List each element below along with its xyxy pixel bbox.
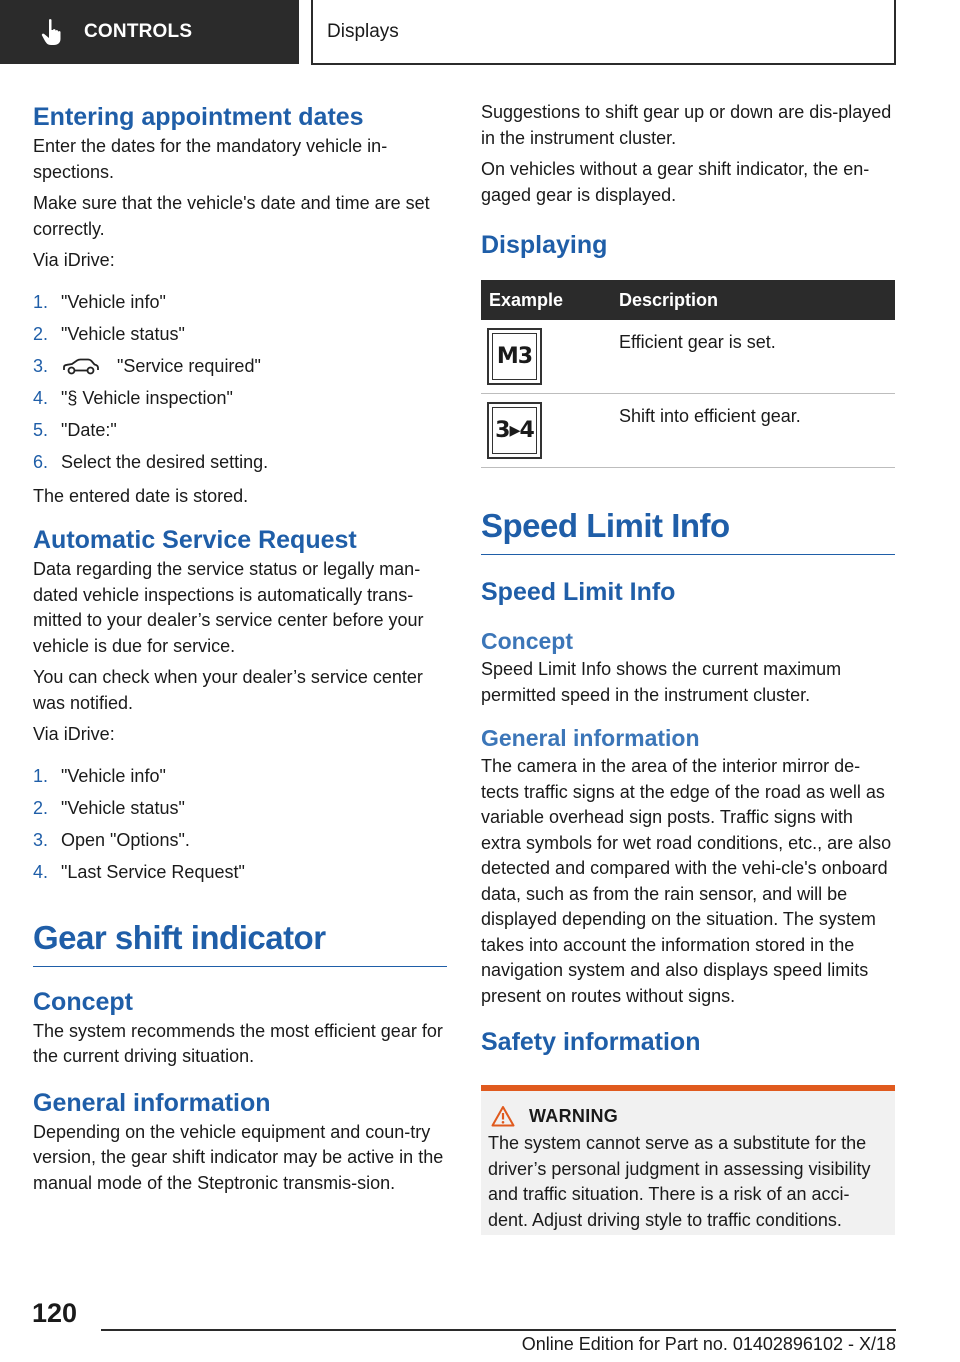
gear-shift-symbol: 3▸4 <box>487 402 542 459</box>
appointment-dates-para-3: Via iDrive: <box>33 250 115 270</box>
appointment-dates-heading: Entering appointment dates <box>33 103 364 131</box>
appointment-steps-list <box>33 286 447 478</box>
concept-para: The system recommends the most efficient gear for the current driving situation. <box>33 1020 443 1066</box>
right-column <box>481 100 895 1235</box>
footer-divider <box>101 1329 896 1331</box>
concept-heading: Concept <box>481 628 573 654</box>
general-information-para: Depending on the vehicle equipment and coun-try version, the gear shift indicator may be active in the manual mode of the Steptronic transmis-sion. <box>33 1121 444 1193</box>
car-icon <box>61 356 101 376</box>
displaying-heading: Displaying <box>481 231 608 259</box>
warning-label: WARNING <box>529 1105 619 1126</box>
service-request-heading: Automatic Service Request <box>33 526 357 554</box>
gear-shift-heading: Gear shift indicator <box>33 916 447 967</box>
general-information-heading: General information <box>33 1088 271 1117</box>
service-request-para-3: Via iDrive: <box>33 724 115 744</box>
list-item: 5. "Date:" <box>33 419 117 440</box>
gear-intro-para-1: Suggestions to shift gear up or down are dis-played in the instrument cluster. <box>481 102 892 148</box>
warning-box <box>481 1085 895 1235</box>
list-item: 3. "Service required" <box>33 355 261 376</box>
left-column <box>33 100 447 1202</box>
table-header-row <box>481 280 895 320</box>
appointment-dates-para-4: The entered date is stored. <box>33 485 249 506</box>
warning-text: The system cannot serve as a substitute for the driver’s personal judgment in assessing visibility and traffic situation. There is a risk of an acci-dent. Adjust driving style to traffic conditions. <box>488 1133 871 1230</box>
list-item: 4. "Last Service Request" <box>33 861 245 882</box>
service-request-para-2: You can check when your dealer’s service center was notified. <box>33 667 423 713</box>
appointment-dates-para-2: Make sure that the vehicle's date and time are set correctly. <box>33 193 430 239</box>
list-item: 1. "Vehicle info" <box>33 765 166 786</box>
service-request-para-1: Data regarding the service status or legally man-dated vehicle inspections is automatically trans-mitted to your dealer’s service center before your vehicle is due for service. <box>33 559 424 656</box>
section-label: CONTROLS <box>84 21 193 42</box>
warning-triangle-icon <box>491 1105 515 1127</box>
list-item: 3. Open "Options". <box>33 829 190 850</box>
list-item: 1. "Vehicle info" <box>33 291 166 312</box>
pointing-hand-icon <box>40 18 64 46</box>
list-item: 2. "Vehicle status" <box>33 797 185 818</box>
table-row: 3▸4 Shift into efficient gear. <box>481 394 895 468</box>
table-row: M3 Efficient gear is set. <box>481 320 895 394</box>
general-information-heading: General information <box>481 725 700 751</box>
speed-limit-info-subheading: Speed Limit Info <box>481 578 676 606</box>
footer-edition: Online Edition for Part no. 01402896102 - X/18 <box>521 1334 896 1354</box>
chapter-label: Displays <box>327 20 399 42</box>
chapter-header <box>311 0 896 65</box>
gear-m3-symbol: M3 <box>487 328 542 385</box>
page-number: 120 <box>32 1298 78 1328</box>
column-header-example: Example <box>481 280 611 320</box>
list-item: 4. "§ Vehicle inspection" <box>33 387 233 408</box>
speed-limit-info-heading: Speed Limit Info <box>481 504 895 555</box>
appointment-dates-para-1: Enter the dates for the mandatory vehicle in-spections. <box>33 136 388 182</box>
list-item: 2. "Vehicle status" <box>33 323 185 344</box>
service-request-steps-list <box>33 760 447 888</box>
column-header-description: Description <box>611 280 895 320</box>
concept-para: Speed Limit Info shows the current maximum permitted speed in the instrument cluster. <box>481 659 842 705</box>
gear-display-table <box>481 280 895 468</box>
section-tab[interactable] <box>0 0 299 64</box>
concept-heading: Concept <box>33 987 133 1016</box>
gear-intro-para-2: On vehicles without a gear shift indicator, the en-gaged gear is displayed. <box>481 159 870 205</box>
safety-information-heading: Safety information <box>481 1028 701 1056</box>
general-information-para: The camera in the area of the interior mirror de-tects traffic signs at the edge of the road as well as variable overhead sign posts. Traffic signs with extra symbols for wet road conditions, etc., are also detected and compared with the vehi-cle's onboard data, such as from the rain sensor, and will be displayed depending on the situation. The system takes into account the information stored in the navigation system and also displays speed limits present on routes without signs. <box>481 756 892 1006</box>
list-item: 6. Select the desired setting. <box>33 451 269 472</box>
